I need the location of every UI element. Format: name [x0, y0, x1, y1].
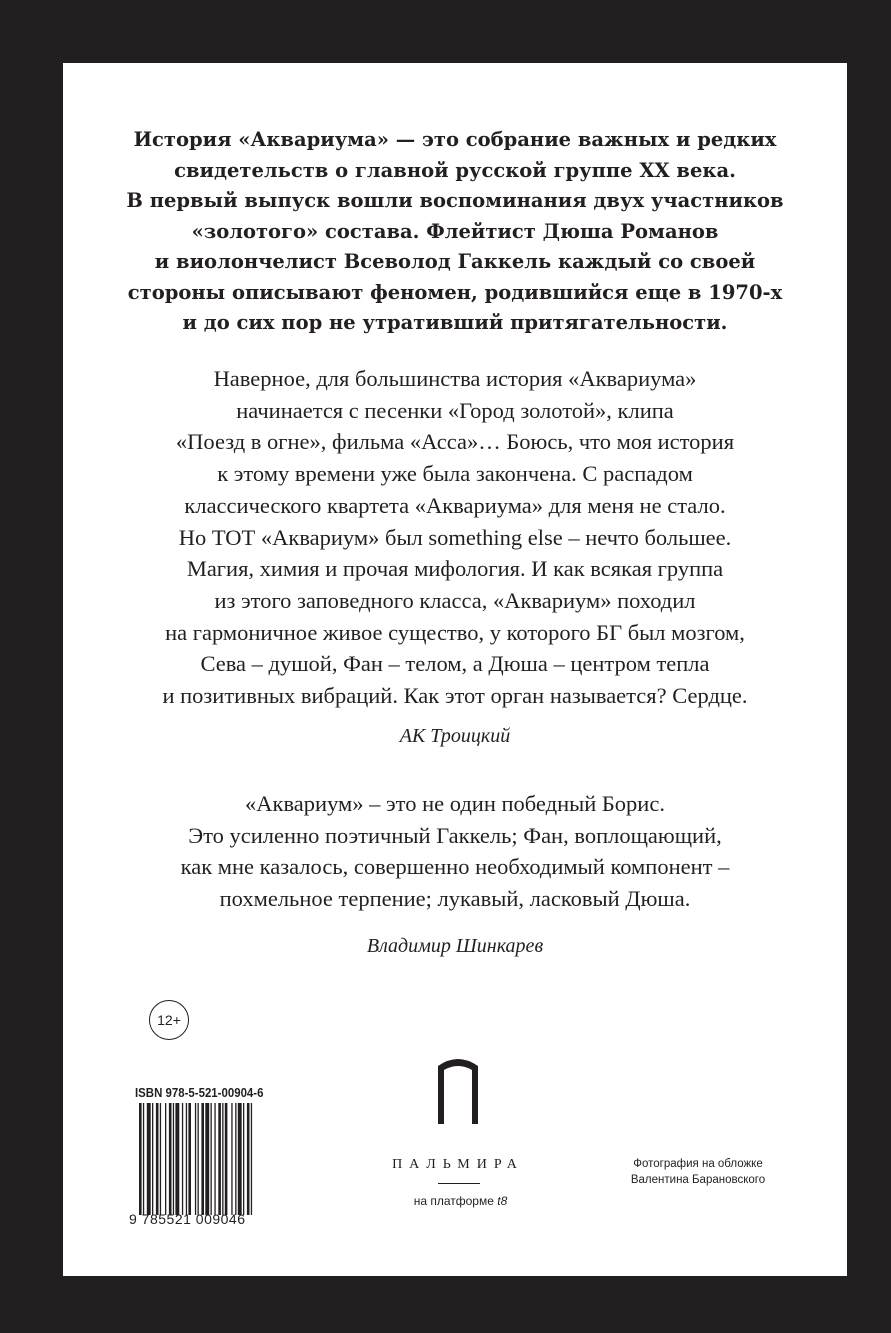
- barcode-bar: [238, 1103, 242, 1215]
- barcode-bar: [195, 1103, 196, 1215]
- quote-author-shinkarev: Владимир Шинкарев: [366, 935, 544, 957]
- barcode-bar: [243, 1103, 244, 1215]
- text-line: из этого заповедного класса, «Аквариум» походил: [214, 587, 696, 613]
- quote-shinkarev: [63, 788, 847, 915]
- text-line: стороны описывают феномен, родившийся еще в 1970-х: [127, 280, 783, 304]
- platform-prefix: на платформе: [413, 1194, 494, 1208]
- barcode-bar: [173, 1103, 174, 1215]
- photo-credit: [613, 1156, 783, 1188]
- text-line: В первый выпуск вошли воспоминания двух участников: [126, 189, 784, 212]
- text-line: История «Аквариума» — это собрание важных и редких: [133, 128, 777, 151]
- palmyra-arch-logo-icon: [434, 1058, 482, 1124]
- barcode-bar: [211, 1103, 212, 1215]
- text-line: Магия, химия и прочая мифология. И как всякая группа: [186, 556, 724, 582]
- barcode-bar: [251, 1103, 252, 1215]
- barcode-bar: [182, 1103, 183, 1215]
- quote-author-troitsky: АК Троицкий: [399, 725, 511, 747]
- text-line: похмельное терпение; лукавый, ласковый Дюша.: [219, 886, 691, 912]
- barcode-digits: 9 785521 009046: [129, 1211, 246, 1227]
- text-line: как мне казалось, совершенно необходимый компонент –: [180, 854, 730, 880]
- text-line: Это усиленно поэтичный Гаккель; Фан, воплощающий,: [188, 822, 722, 848]
- barcode-bar: [169, 1103, 172, 1215]
- barcode-bar: [198, 1103, 199, 1215]
- barcode-bar: [205, 1103, 209, 1215]
- back-cover: [63, 63, 847, 1276]
- barcode-bar: [156, 1103, 159, 1215]
- text-line: Но ТОТ «Аквариум» был something else – нечто большее.: [178, 524, 732, 550]
- barcode-bar: [186, 1103, 187, 1215]
- barcode-bar: [175, 1103, 179, 1215]
- photo-credit-line: Валентина Барановского: [630, 1174, 766, 1186]
- barcode-bar: [152, 1103, 153, 1215]
- quote-troitsky: [63, 363, 847, 712]
- barcode-bar: [222, 1103, 223, 1215]
- barcode-bar: [231, 1103, 232, 1215]
- platform-name: t8: [497, 1194, 508, 1208]
- barcode-bar: [160, 1103, 161, 1215]
- publisher-platform: [363, 1194, 558, 1208]
- isbn-label: ISBN 978-5-521-00904-6: [135, 1085, 264, 1100]
- barcode-bar: [188, 1103, 191, 1215]
- barcode-bar: [143, 1103, 144, 1215]
- text-line: на гармоничное живое существо, у которого БГ был мозгом,: [165, 619, 745, 645]
- lead-paragraph: [63, 125, 847, 339]
- text-line: к этому времени уже была закончена. С распадом: [217, 461, 693, 487]
- text-line: и виолончелист Всеволод Гаккель каждый со своей: [154, 250, 756, 273]
- text-line: и до сих пор не утративший притягательности.: [182, 311, 728, 334]
- barcode-bar: [247, 1103, 250, 1215]
- text-line: «Поезд в огне», фильма «Асса»… Боюсь, что моя история: [175, 429, 735, 455]
- barcode-bar: [139, 1103, 142, 1215]
- barcode-bar: [165, 1103, 166, 1215]
- barcode-bar: [214, 1103, 215, 1215]
- publisher-name: ПАЛЬМИРА: [392, 1157, 524, 1172]
- text-line: начинается с песенки «Город золотой», клипа: [236, 397, 674, 423]
- barcode: [139, 1103, 289, 1215]
- text-line: «Аквариум» – это не один победный Борис.: [245, 791, 665, 816]
- publisher-divider: [438, 1183, 480, 1184]
- text-line: и позитивных вибраций. Как этот орган называется? Сердце.: [162, 683, 748, 709]
- age-rating-badge: 12+: [149, 1000, 189, 1040]
- photo-credit-line: Фотография на обложке: [633, 1158, 763, 1170]
- text-line: свидетельств о главной русской группе XX века.: [174, 158, 736, 182]
- text-line: Наверное, для большинства история «Аквариума»: [213, 366, 697, 391]
- barcode-bar: [201, 1103, 204, 1215]
- barcode-bar: [235, 1103, 236, 1215]
- barcode-bar: [218, 1103, 221, 1215]
- text-line: классического квартета «Аквариума» для меня не стало.: [184, 492, 726, 518]
- text-line: «золотого» состава. Флейтист Дюша Романов: [191, 219, 719, 243]
- barcode-bar: [225, 1103, 228, 1215]
- text-line: Сева – душой, Фан – телом, а Дюша – центром тепла: [200, 651, 710, 677]
- barcode-bar: [147, 1103, 151, 1215]
